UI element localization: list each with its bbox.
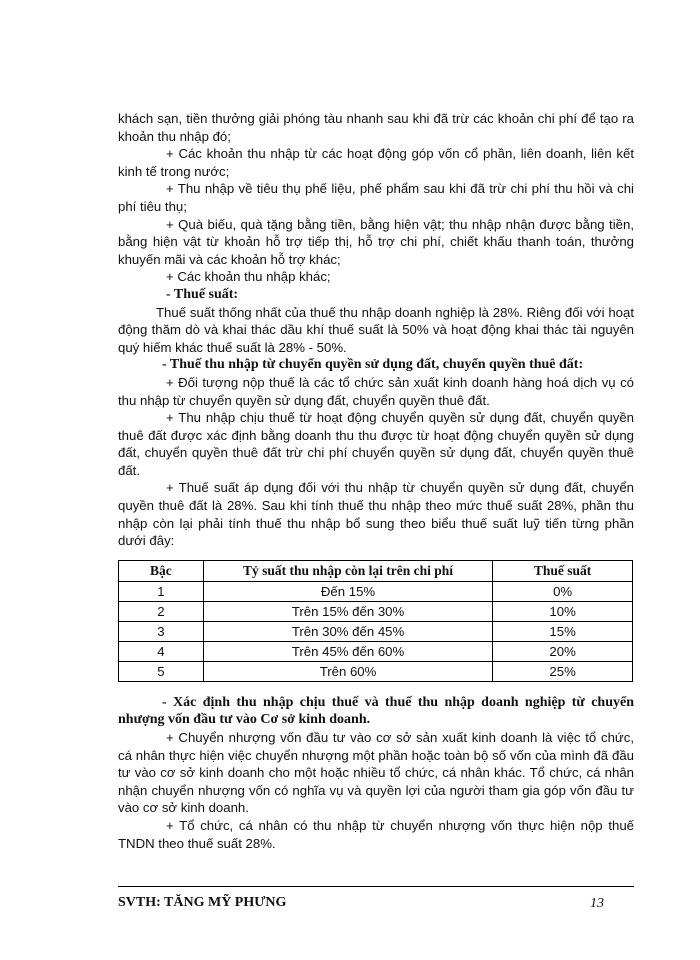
table-cell: Trên 30% đến 45% (203, 621, 492, 641)
table-cell: Trên 60% (203, 661, 492, 681)
table-row (119, 601, 633, 621)
paragraph: + Thuế suất áp dụng đối với thu nhập từ chuyển quyền sử dụng đất, chuyển quyền thuê đất là 28%. Sau khi tính thuế thu nhập theo mức thuế suất 28%, phần thu nhập còn lại phải tính thuế thu nhập bổ sung theo biểu thuế suất luỹ tiến từng phần dưới đây: (118, 480, 634, 549)
table-cell: 2 (119, 601, 204, 621)
page-number: 13 (590, 896, 604, 911)
table-row (119, 621, 633, 641)
table-cell: Trên 15% đến 30% (203, 601, 492, 621)
table-cell: 0% (493, 581, 633, 601)
paragraph: + Đối tượng nộp thuế là các tổ chức sản xuất kinh doanh hàng hoá dịch vụ có thu nhập từ chuyển quyền sử dụng đất, chuyển quyền thuê đất. (118, 374, 634, 408)
table-cell: 5 (119, 661, 204, 681)
paragraph: + Các khoản thu nhập từ các hoạt động góp vốn cổ phần, liên doanh, liên kết kinh tế trong nước; (118, 146, 634, 179)
table-cell: 4 (119, 641, 204, 661)
section-heading: - Thuế suất: (166, 286, 239, 302)
table-header-row (119, 560, 633, 581)
column-header: Thuế suất (493, 560, 633, 581)
paragraph: + Thu nhập chịu thuế từ hoạt động chuyển quyền sử dụng đất, chuyển quyền thuê đất được xác định bằng doanh thu thu được từ hoạt động chuyển quyền sử dụng đất, chuyển quyền thuê đất trừ chi phí chuyển quyền sử dụng đất, chuyển quyền thuê đất. (118, 410, 634, 478)
table-cell: 25% (493, 661, 633, 681)
table-row (119, 641, 633, 661)
paragraph: khách sạn, tiền thưởng giải phóng tàu nhanh sau khi đã trừ các khoản chi phí để tạo ra khoản thu nhập đó; (118, 111, 634, 144)
table-cell: 15% (493, 621, 633, 641)
table-cell: Trên 45% đến 60% (203, 641, 492, 661)
section-heading: - Xác định thu nhập chịu thuế và thuế thu nhập doanh nghiệp từ chuyển nhượng vốn đầu tư vào Cơ sở kinh doanh. (118, 694, 634, 728)
table-cell: 3 (119, 621, 204, 641)
table-row (119, 581, 633, 601)
column-header: Bậc (119, 560, 204, 581)
table-row (119, 661, 633, 681)
paragraph: + Tổ chức, cá nhân có thu nhập từ chuyển nhượng vốn thực hiện nộp thuế TNDN theo thuế suất 28%. (118, 818, 634, 851)
section-heading: - Thuế thu nhập từ chuyển quyền sử dụng đất, chuyển quyền thuê đất: (162, 357, 584, 373)
paragraph: + Thu nhập về tiêu thụ phế liệu, phế phẩm sau khi đã trừ chi phí thu hồi và chi phí tiêu thụ; (118, 181, 634, 214)
page-body (118, 110, 634, 852)
column-header: Tỷ suất thu nhập còn lại trên chi phí (203, 560, 492, 581)
table-cell: 20% (493, 641, 633, 661)
tax-rate-table (118, 560, 633, 682)
table-cell: 1 (119, 581, 204, 601)
table-cell: 10% (493, 601, 633, 621)
page-footer (118, 886, 634, 911)
paragraph: + Các khoản thu nhập khác; (166, 269, 331, 285)
table-cell: Đến 15% (203, 581, 492, 601)
paragraph: + Chuyển nhượng vốn đầu tư vào cơ sở sản xuất kinh doanh là việc tổ chức, cá nhân thực hiện việc chuyển nhượng một phần hoặc toàn bộ số vốn của mình đã đầu tư vào cơ sở kinh doanh cho một hoặc nhiều tổ chức, cá nhân khác. Tổ chức, cá nhân nhận chuyển nhượng vốn có nghĩa vụ và quyền lợi của người tham gia góp vốn đầu tư vào cơ sở kinh doanh. (118, 730, 634, 816)
paragraph: Thuế suất thống nhất của thuế thu nhập doanh nghiệp là 28%. Riêng đối với hoạt động thăm dò và khai thác dầu khí thuế suất là 50% và hoạt động khai thác tài nguyên quý hiếm khác thuế suất là 28% - 50%. (118, 304, 634, 355)
paragraph: + Quà biếu, quà tặng bằng tiền, bằng hiện vật; thu nhập nhận được bằng tiền, bằng hiện vật từ khoản hỗ trợ tiếp thị, hỗ trợ chi phí, chiết khấu thanh toán, thưởng khuyến mãi và các khoản hỗ trợ khác; (118, 216, 634, 267)
footer-author: SVTH: TĂNG MỸ PHƯNG (118, 895, 287, 910)
